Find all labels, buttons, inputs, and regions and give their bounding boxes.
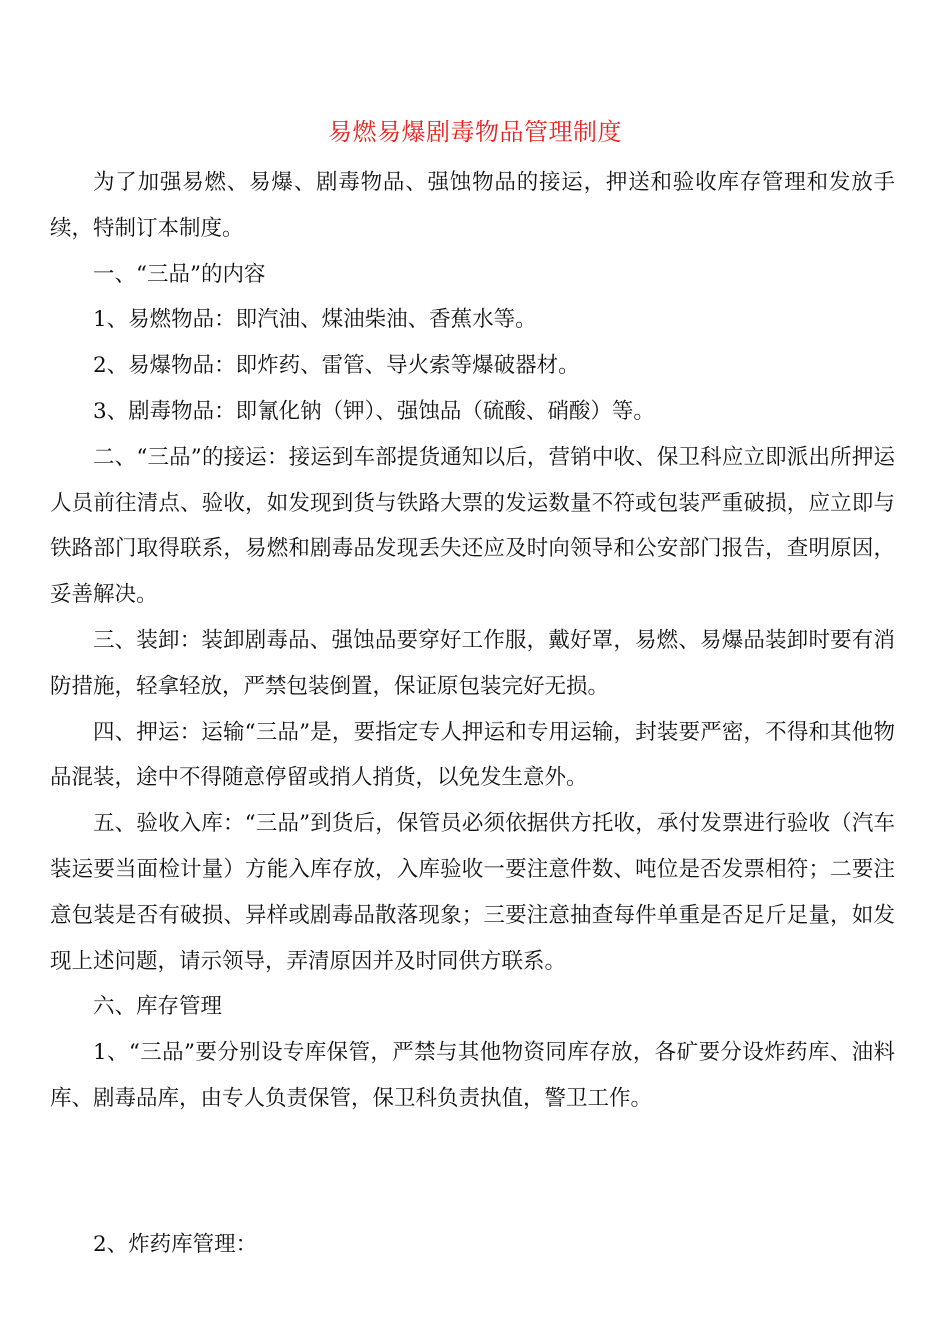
list-item: 1、易燃物品：即汽油、煤油柴油、香蕉水等。: [93, 307, 537, 333]
section-three-paragraph: 三、装卸：装卸剧毒品、强蚀品要穿好工作服，戴好罩，易燃、易爆品装卸时要有消防措施，轻拿轻放，严禁包装倒置，保证原包装完好无损。: [50, 627, 895, 699]
document-title: 易燃易爆剧毒物品管理制度: [328, 118, 622, 146]
section-four-paragraph: 四、押运：运输“三品”是，要指定专人押运和专用运输，封装要严密，不得和其他物品混装，途中不得随意停留或捎人捎货，以免发生意外。: [50, 719, 895, 791]
section-two-paragraph: 二、“三品”的接运：接运到车部提货通知以后，营销中收、保卫科应立即派出所押运人员前往清点、验收，如发现到货与铁路大票的发运数量不符或包装严重破损，应立即与铁路部门取得联系，易燃和剧毒品发现丢失还应及时向领导和公安部门报告，查明原因，妥善解决。: [50, 444, 895, 608]
list-item: 1、“三品”要分别设专库保管，严禁与其他物资同库存放，各矿要分设炸药库、油料库、剧毒品库，由专人负责保管，保卫科负责执值，警卫工作。: [50, 1040, 895, 1111]
list-item: 3、剧毒物品：即氰化钠（钾）、强蚀品（硫酸、硝酸）等。: [93, 398, 655, 424]
list-item: 2、炸药库管理：: [93, 1232, 258, 1257]
intro-paragraph: 为了加强易燃、易爆、剧毒物品、强蚀物品的接运，押送和验收库存管理和发放手续，特制订本制度。: [50, 170, 895, 241]
section-five-paragraph: 五、验收入库：“三品”到货后，保管员必须依据供方托收，承付发票进行验收（汽车装运要当面检计量）方能入库存放，入库验收一要注意件数、吨位是否发票相符；二要注意包装是否有破损、异样或剧毒品散落现象；三要注意抽查每件单重是否足斤足量，如发现上述问题，请示领导，弄清原因并及时同供方联系。: [50, 811, 895, 974]
document-body: [50, 160, 895, 1122]
section-one-heading: 一、“三品”的内容: [93, 261, 266, 287]
list-item: 2、易爆物品：即炸药、雷管、导火索等爆破器材。: [93, 353, 580, 379]
section-six-heading: 六、库存管理: [93, 994, 223, 1020]
